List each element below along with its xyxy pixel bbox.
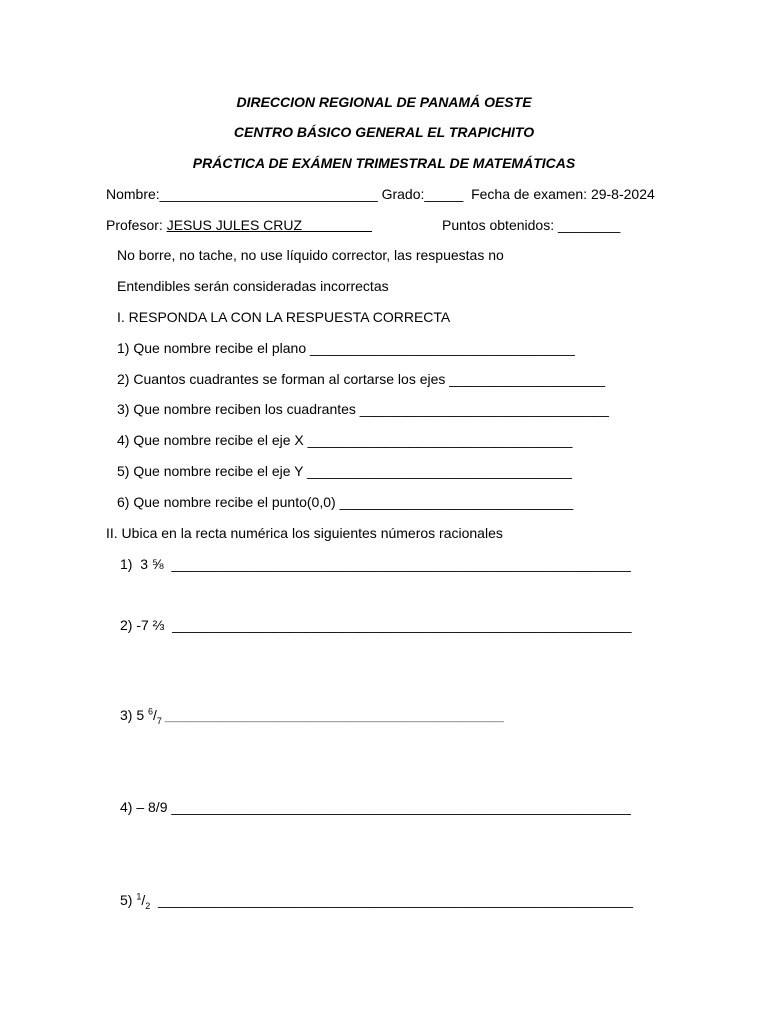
profesor-label: Profesor: (106, 217, 167, 233)
fraction-slash: / (141, 892, 146, 908)
rational-item-2 (120, 616, 632, 634)
fraction-slash: / (153, 707, 157, 723)
nombre-grado-fecha-line: Nombre:____________________________ Grado:_____ Fecha de examen: 29-8-2024 (106, 186, 655, 202)
answer-line: ___________________________________________________________ (172, 617, 632, 633)
instruction-line-1: No borre, no tache, no use líquido corrector, las respuestas no (117, 247, 504, 263)
question-2: 2) Cuantos cuadrantes se forman al cortarse los ejes ____________________ (117, 371, 605, 387)
answer-line: _____________________________________________________________ (150, 892, 633, 908)
header-region: DIRECCION REGIONAL DE PANAMÁ OESTE (236, 94, 532, 110)
section1-title: I. RESPONDA LA CON LA RESPUESTA CORRECTA (117, 309, 451, 325)
header-exam-title: PRÁCTICA DE EXÁMEN TRIMESTRAL DE MATEMÁTICAS (192, 155, 576, 171)
rational-item-5 (120, 891, 633, 909)
puntos-line: Puntos obtenidos: ________ (442, 217, 621, 233)
question-1: 1) Que nombre recibe el plano __________________________________ (117, 340, 575, 356)
fraction-denominator: 2 (145, 900, 151, 911)
fraction-numerator: 1 (136, 891, 142, 902)
fraction-denominator: 7 (156, 715, 162, 726)
section2-title: II. Ubica en la recta numérica los siguientes números racionales (106, 525, 503, 541)
question-3: 3) Que nombre reciben los cuadrantes ________________________________ (117, 401, 609, 417)
answer-line: ___________________________________________________________ (171, 799, 631, 815)
question-6: 6) Que nombre recibe el punto(0,0) ______________________________ (117, 494, 574, 510)
answer-line: _____________________________________________________________ (161, 712, 504, 723)
rational-item-label: 5) (120, 892, 137, 908)
instruction-line-2: Entendibles serán consideradas incorrectas (117, 278, 389, 294)
rational-item-label: 2) -7 ⅔ (120, 617, 173, 633)
profesor-name: JESUS JULES CRUZ (166, 217, 373, 233)
rational-item-3 (120, 706, 504, 727)
rational-item-4 (120, 798, 631, 816)
profesor-line (106, 216, 372, 234)
question-4: 4) Que nombre recibe el eje X __________________________________ (117, 432, 573, 448)
rational-item-1 (120, 555, 631, 573)
rational-item-label: 4) – 8/9 (120, 799, 172, 815)
rational-item-label: 1) 3 ⅝ (120, 556, 172, 572)
question-5: 5) Que nombre recibe el eje Y __________________________________ (117, 463, 572, 479)
header-school: CENTRO BÁSICO GENERAL EL TRAPICHITO (233, 124, 535, 140)
rational-item-label: 3) 5 (120, 707, 149, 723)
fraction-numerator: 6 (148, 706, 154, 717)
answer-line: ___________________________________________________________ (171, 556, 631, 572)
